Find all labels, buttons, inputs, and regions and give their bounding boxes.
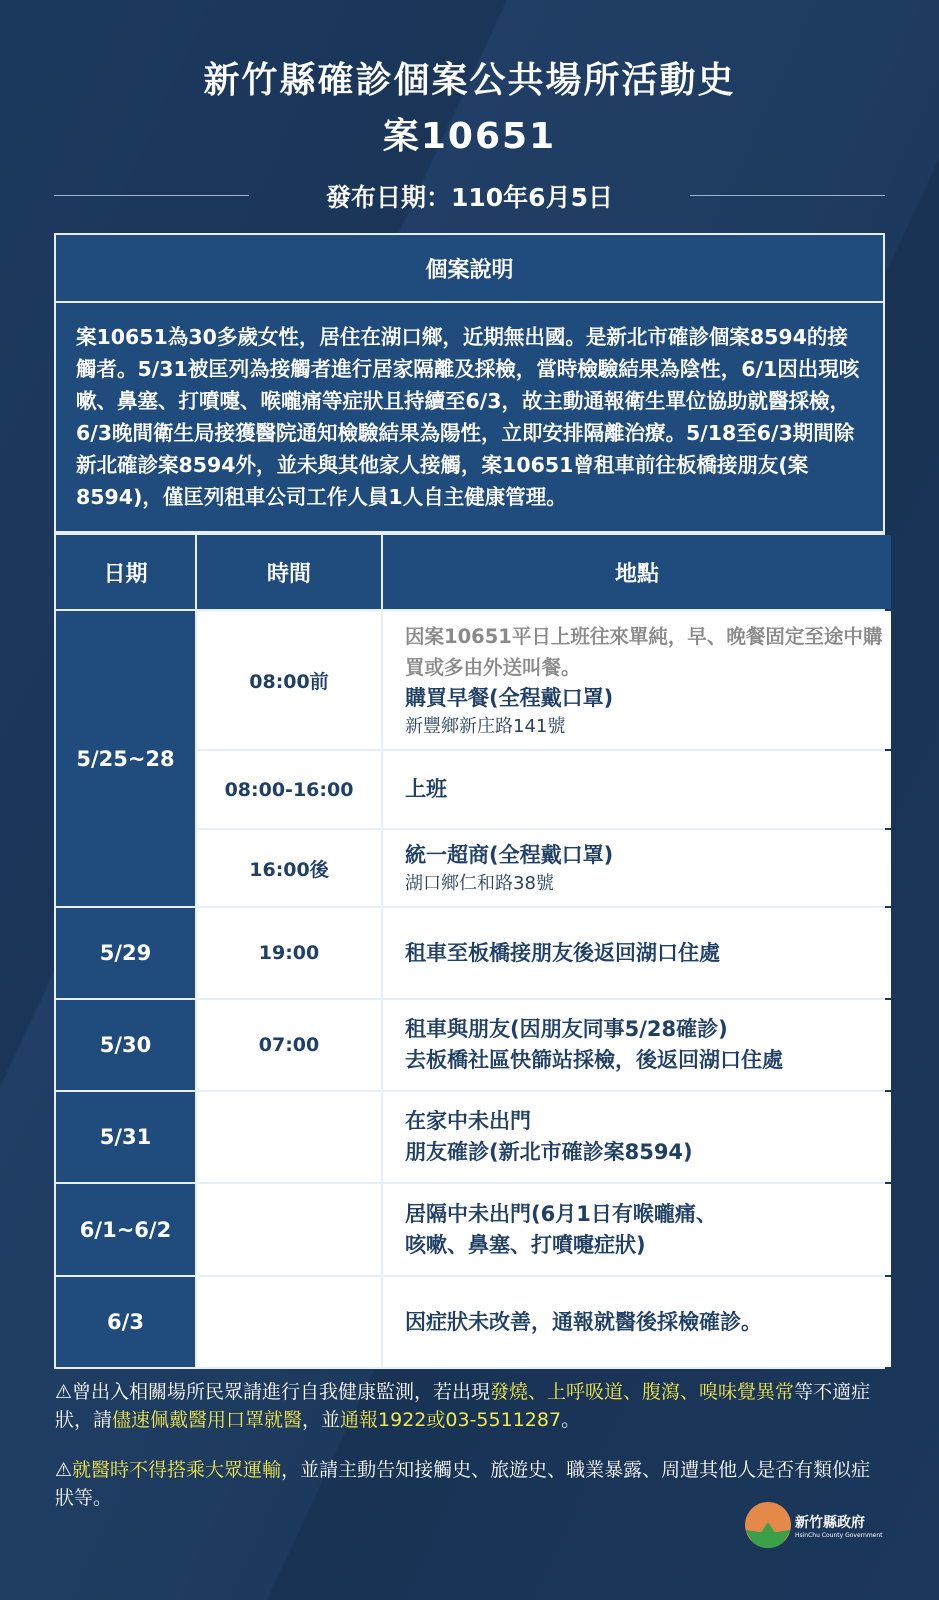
place-name-2: 朋友確診(新北市確診案8594) [405, 1140, 693, 1164]
place-address: 新豐鄉新庄路141號 [405, 715, 566, 737]
place-cell [383, 908, 891, 998]
place-cell [383, 1277, 891, 1367]
place-name-2: 去板橋社區快篩站採檢，後返回湖口住處 [405, 1048, 783, 1072]
notice-text: 等不適症狀，請 [55, 1381, 871, 1431]
date-cell: 5/25~28 [56, 611, 195, 906]
notice-highlight: 儘速佩戴醫用口罩就醫 [112, 1409, 303, 1431]
date-cell: 5/30 [56, 1000, 195, 1090]
notice-highlight: 發燒、上呼吸道、腹瀉、嗅味覺異常 [490, 1381, 795, 1403]
date-cell: 6/3 [56, 1277, 195, 1367]
place-cell [383, 830, 891, 906]
date-cell: 6/1~6/2 [56, 1184, 195, 1275]
notice-text: ⚠曾出入相關場所民眾請進行自我健康監測，若出現 [55, 1381, 491, 1403]
date-cell: 5/29 [56, 908, 195, 998]
place-cell [383, 1092, 891, 1182]
place-cell [383, 1184, 891, 1275]
header-time: 時間 [197, 535, 381, 609]
publish-date: 發布日期：110年6月5日 [326, 183, 613, 212]
note-text: 因案10651平日上班往來單純，早、晚餐固定至途中購買或多由外送叫餐。 [405, 624, 883, 679]
place-cell [383, 1000, 891, 1090]
place-name: 租車與朋友(因朋友同事5/28確診) [405, 1017, 728, 1041]
place-name: 統一超商(全程戴口罩) [405, 842, 614, 867]
logo-name: 新竹縣政府 [795, 1514, 865, 1531]
time-cell: 07:00 [197, 1000, 381, 1090]
case-description: 案10651為30多歲女性，居住在湖口鄉，近期無出國。是新北市確診個案8594的接觸者。5/31被匡列為接觸者進行居家隔離及採檢，當時檢驗結果為陰性，6/1因出現咳嗽、鼻塞、打噴嚏、喉嚨痛等症狀且持續至6/3，故主動通報衛生單位協助就醫採檢，6/3晚間衛生局接獲醫院通知檢驗結果為陽性，立即安排隔離治療。5/18至6/3期間除新北確診案8594外，並未與其他家人接觸，案10651曾租車前往板橋接朋友(案8594)，僅匡列租車公司工作人員1人自主健康管理。 [54, 301, 885, 533]
hsinchu-county-logo [745, 1502, 883, 1548]
header-date: 日期 [56, 535, 195, 609]
logo-emblem-icon [745, 1502, 791, 1548]
time-cell [197, 1184, 381, 1275]
warning-icon: ⚠ [55, 1459, 73, 1481]
place-name: 購買早餐(全程戴口罩) [405, 685, 614, 710]
logo-english: HsinChu County Government [795, 1531, 883, 1539]
time-cell [197, 1277, 381, 1367]
place-name-2: 咳嗽、鼻塞、打噴嚏症狀) [405, 1232, 646, 1257]
header-place: 地點 [383, 535, 891, 609]
time-cell: 08:00-16:00 [197, 751, 381, 828]
notice-text: 。 [561, 1409, 581, 1431]
case-section-header: 個案說明 [54, 233, 885, 303]
health-notice-1 [55, 1378, 885, 1434]
case-number: 案10651 [382, 116, 557, 157]
divider [690, 195, 885, 196]
notice-highlight: 通報1922或03-5511287 [340, 1409, 562, 1431]
notice-text: ，並 [302, 1409, 341, 1431]
place-name: 居隔中未出門(6月1日有喉嚨痛、 [405, 1201, 717, 1226]
date-cell: 5/31 [56, 1092, 195, 1182]
time-cell: 19:00 [197, 908, 381, 998]
place-name: 因症狀未改善，通報就醫後採檢確診。 [405, 1309, 762, 1334]
page-title: 新竹縣確診個案公共場所活動史 [203, 60, 736, 101]
time-cell [197, 1092, 381, 1182]
notice-highlight: 就醫時不得搭乘大眾運輸 [72, 1459, 282, 1481]
time-cell: 08:00前 [197, 611, 381, 749]
time-cell: 16:00後 [197, 830, 381, 906]
place-address: 湖口鄉仁和路38號 [405, 872, 554, 894]
place-cell [383, 751, 891, 828]
place-name: 在家中未出門 [405, 1109, 531, 1133]
activity-table [54, 533, 885, 1369]
place-cell [383, 611, 891, 749]
notice-text: ，並請主動告知接觸史、旅遊史、職業暴露、周遭其他人是否有類似症狀等。 [55, 1459, 871, 1509]
place-name: 租車至板橋接朋友後返回湖口住處 [405, 940, 720, 965]
place-name: 上班 [405, 777, 447, 801]
